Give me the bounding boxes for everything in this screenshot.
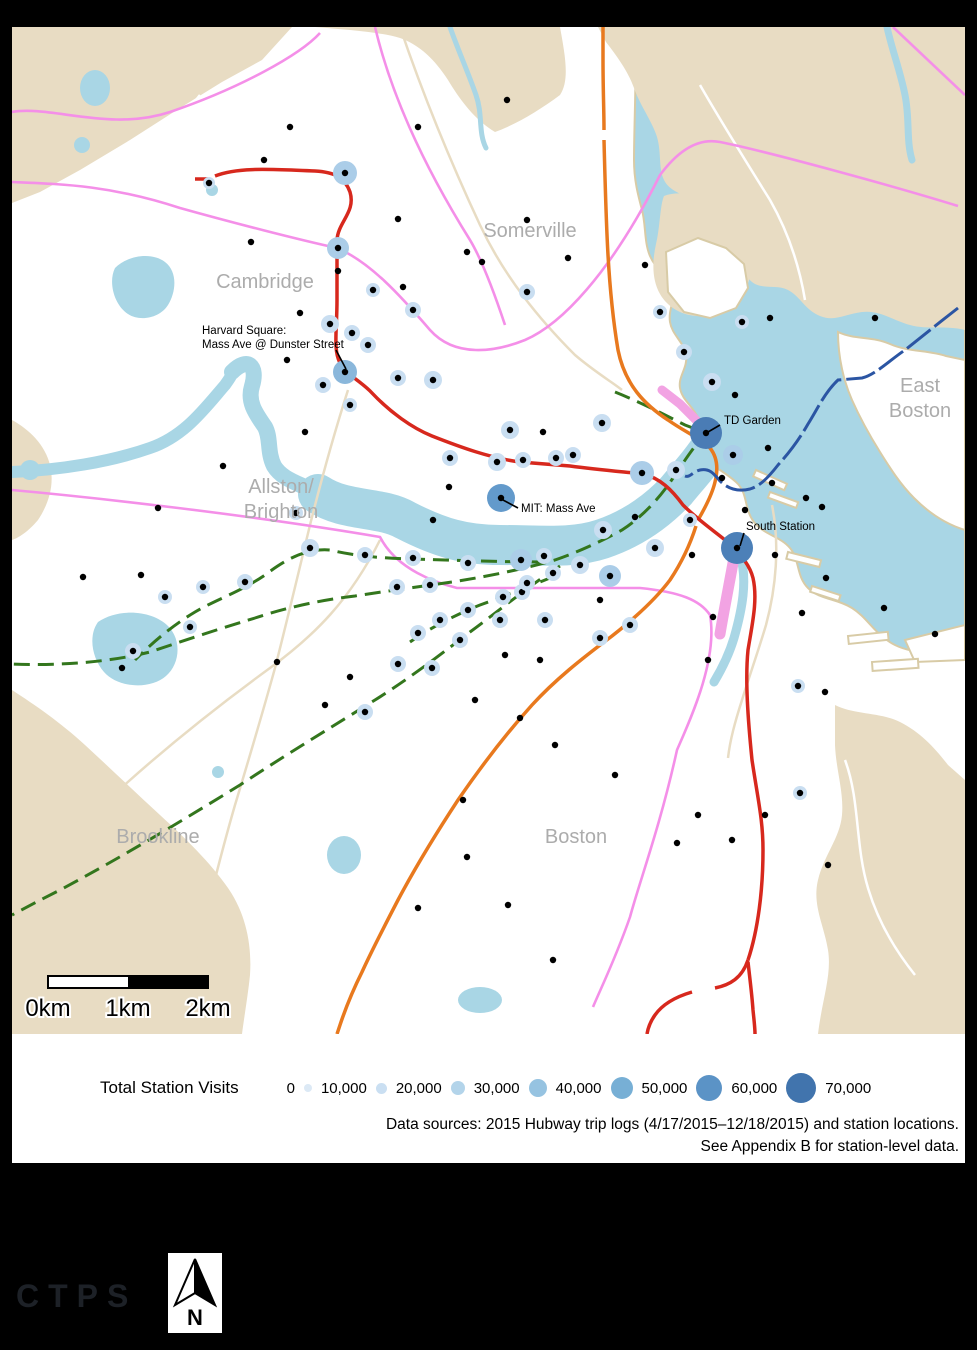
data-sources-line1: Data sources: 2015 Hubway trip logs (4/17/2015–12/18/2015) and station locations. [385, 1116, 959, 1133]
annotation-harvard-1: Harvard Square: [202, 325, 287, 337]
station-dot [709, 379, 715, 385]
station-dot [710, 614, 716, 620]
station-dot [795, 683, 801, 689]
station-dot [505, 902, 511, 908]
station-dot [447, 455, 453, 461]
station-dot [395, 661, 401, 667]
station-dot [410, 555, 416, 561]
legend-value-label: 0 [286, 1079, 295, 1097]
station-dot [687, 517, 693, 523]
legend-size-circle [451, 1081, 465, 1095]
north-arrow-label: N [187, 1305, 203, 1330]
station-dot [248, 239, 254, 245]
legend-value-label: 10,000 [320, 1079, 367, 1097]
station-dot [518, 557, 524, 563]
legend-area [12, 1034, 965, 1163]
station-dot [822, 689, 828, 695]
annotation-south-station: South Station [746, 521, 816, 533]
station-dot [537, 657, 543, 663]
station-dot [342, 369, 348, 375]
station-dot [242, 579, 248, 585]
legend-title: Total Station Visits [100, 1078, 239, 1097]
station-dot [932, 631, 938, 637]
station-dot [732, 392, 738, 398]
label-boston: Boston [544, 826, 608, 848]
station-dot [494, 459, 500, 465]
legend-value-label: 50,000 [641, 1079, 688, 1097]
station-dot [464, 854, 470, 860]
station-dot [187, 624, 193, 630]
legend-value-label: 30,000 [473, 1079, 520, 1097]
map-canvas [12, 27, 965, 1034]
station-dot [769, 480, 775, 486]
station-dot [206, 180, 212, 186]
station-dot [540, 429, 546, 435]
station-dot [705, 657, 711, 663]
station-dot [541, 553, 547, 559]
station-dot [681, 349, 687, 355]
station-dot [362, 709, 368, 715]
station-dot [430, 517, 436, 523]
annotation-harvard-2: Mass Ave @ Dunster Street [202, 339, 344, 351]
station-dot [429, 665, 435, 671]
station-dot [287, 124, 293, 130]
station-dot [739, 319, 745, 325]
station-dot [460, 797, 466, 803]
station-dot [284, 357, 290, 363]
station-dot [472, 697, 478, 703]
station-dot [639, 470, 645, 476]
footer-bar [0, 1163, 977, 1350]
station-dot [823, 575, 829, 581]
station-dot [577, 562, 583, 568]
station-dot [597, 597, 603, 603]
station-dot [730, 452, 736, 458]
station-dot [632, 514, 638, 520]
label-somerville: Somerville [483, 220, 577, 242]
station-dot [689, 552, 695, 558]
station-dot [552, 742, 558, 748]
label-cambridge: Cambridge [216, 271, 314, 293]
station-dot [819, 504, 825, 510]
station-dot [872, 315, 878, 321]
station-dot [507, 427, 513, 433]
station-dot [410, 307, 416, 313]
station-dot [322, 702, 328, 708]
legend-size-circle [696, 1075, 722, 1101]
station-dot [362, 552, 368, 558]
station-dot [400, 284, 406, 290]
station-dot [719, 475, 725, 481]
station-dot [673, 467, 679, 473]
station-dot [599, 420, 605, 426]
station-dot [446, 484, 452, 490]
north-arrow-icon [168, 1253, 222, 1333]
label-allston-2: Brighton [243, 501, 319, 523]
station-dot [550, 570, 556, 576]
station-dot [674, 840, 680, 846]
legend-size-circle [529, 1079, 547, 1097]
station-dot [395, 216, 401, 222]
station-dot [597, 635, 603, 641]
station-dot [479, 259, 485, 265]
label-allston-1: Allston/ [248, 476, 314, 498]
station-dot [302, 429, 308, 435]
station-dot [457, 637, 463, 643]
station-dot [803, 495, 809, 501]
station-dot [347, 402, 353, 408]
station-dot [394, 584, 400, 590]
station-dot [642, 262, 648, 268]
station-dot [767, 315, 773, 321]
scale-bar [25, 976, 230, 1022]
label-east-boston-1: East [899, 375, 941, 397]
station-dot [703, 430, 709, 436]
station-dot [427, 582, 433, 588]
ctps-logo: CTPS [16, 1278, 138, 1314]
station-dot [155, 505, 161, 511]
station-dot [119, 665, 125, 671]
station-dot [524, 289, 530, 295]
station-dot [765, 445, 771, 451]
legend-value-label: 70,000 [825, 1079, 872, 1097]
station-dot [600, 527, 606, 533]
station-dot [762, 812, 768, 818]
station-dot [80, 574, 86, 580]
station-dot [464, 249, 470, 255]
station-dot [504, 97, 510, 103]
station-dot [695, 812, 701, 818]
scale-2km: 2km [185, 995, 231, 1022]
station-dot [797, 790, 803, 796]
legend-items [287, 1073, 872, 1103]
annotation-mit: MIT: Mass Ave [521, 503, 596, 515]
station-dot [729, 837, 735, 843]
station-dot [542, 617, 548, 623]
legend-value-label: 40,000 [555, 1079, 602, 1097]
scale-1km: 1km [105, 995, 151, 1022]
station-dot [500, 594, 506, 600]
station-dot [335, 245, 341, 251]
station-dot [342, 170, 348, 176]
legend-size-circle [376, 1083, 387, 1094]
station-dot [415, 630, 421, 636]
legend-size-circle [304, 1084, 312, 1092]
station-dot [365, 342, 371, 348]
station-dot [347, 674, 353, 680]
station-dot [307, 545, 313, 551]
station-dot [220, 463, 226, 469]
station-dot [370, 287, 376, 293]
station-dot [395, 375, 401, 381]
station-dot [327, 321, 333, 327]
station-dot [550, 957, 556, 963]
station-dot [612, 772, 618, 778]
station-dot [430, 377, 436, 383]
station-dot [553, 455, 559, 461]
station-dot [335, 268, 341, 274]
station-dot [274, 659, 280, 665]
station-dot [130, 648, 136, 654]
station-dot [138, 572, 144, 578]
station-dot [349, 330, 355, 336]
station-dot [200, 584, 206, 590]
scale-0km: 0km [25, 995, 71, 1022]
annotation-td-garden: TD Garden [724, 415, 781, 427]
station-dot [437, 617, 443, 623]
data-sources [386, 1114, 959, 1158]
station-dot [415, 905, 421, 911]
label-brookline: Brookline [116, 826, 200, 848]
station-dot [162, 594, 168, 600]
station-dot [652, 545, 658, 551]
station-dot [320, 382, 326, 388]
station-dot [465, 607, 471, 613]
station-dot [261, 157, 267, 163]
station-dot [297, 310, 303, 316]
station-dot [502, 652, 508, 658]
station-dot [799, 610, 805, 616]
station-dot [627, 622, 633, 628]
station-dot [465, 560, 471, 566]
station-dot [881, 605, 887, 611]
legend-size-circle [786, 1073, 816, 1103]
data-sources-line2: See Appendix B for station-level data. [700, 1138, 959, 1155]
boston-hubway-map [12, 27, 965, 1034]
station-dot [520, 457, 526, 463]
station-dot [772, 552, 778, 558]
station-dot [657, 309, 663, 315]
legend-value-label: 60,000 [731, 1079, 778, 1097]
legend-value-label: 20,000 [395, 1079, 442, 1097]
station-dot [524, 580, 530, 586]
legend-size-circle [611, 1077, 633, 1099]
station-dot [607, 573, 613, 579]
label-east-boston-2: Boston [888, 400, 952, 422]
station-dot [570, 452, 576, 458]
station-dot [825, 862, 831, 868]
station-dot [415, 124, 421, 130]
station-dot [517, 715, 523, 721]
north-arrow [168, 1253, 222, 1333]
station-dot [497, 617, 503, 623]
station-dot [742, 507, 748, 513]
station-dot [565, 255, 571, 261]
